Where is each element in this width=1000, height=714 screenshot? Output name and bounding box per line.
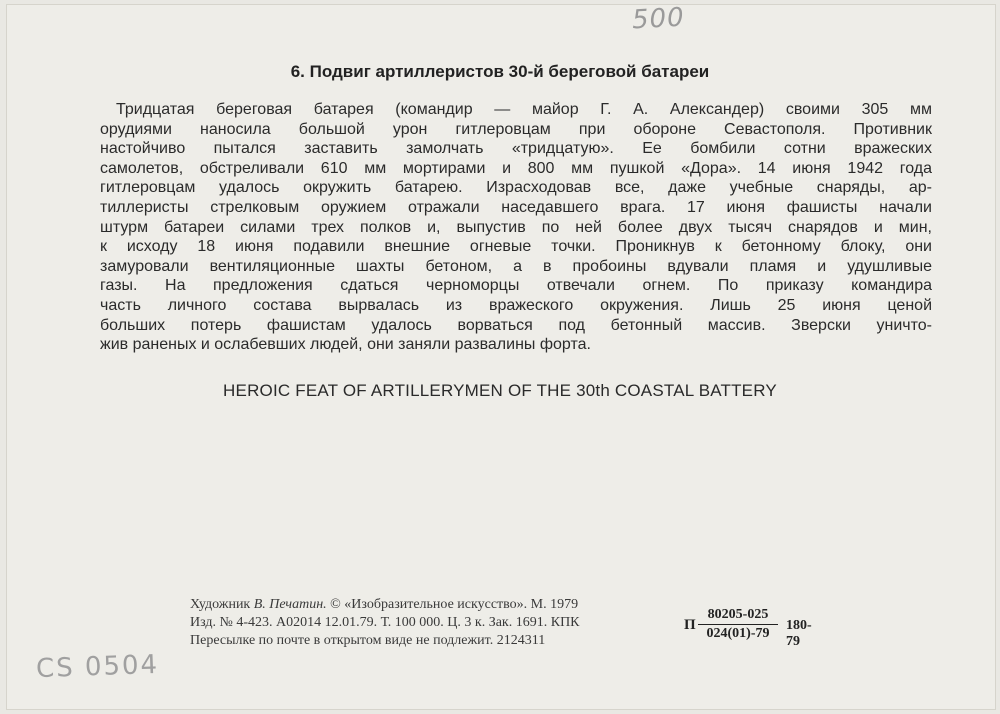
- body-line: орудиями наносила большой урон гитлеровцам при обороне Севастополя. Противник: [100, 120, 932, 138]
- pencil-catalog-mark: CS 0504: [35, 649, 160, 685]
- body-line: больших потерь фашистам удалось ворваться под бетонный массив. Зверски уничто-: [100, 316, 932, 334]
- body-line: к исходу 18 июня подавили внешние огневые точки. Проникнув к бетонному блоку, они: [100, 238, 932, 256]
- body-line: гитлеровцам удалось окружить батарею. Израсходовав все, даже учебные снаряды, ар-: [100, 179, 932, 197]
- body-line: газы. На предложения сдаться черноморцы отвечали огнем. По приказу командира: [100, 277, 932, 295]
- kpk-denominator: 024(01)-79: [706, 626, 770, 641]
- body-line: штурм батареи силами трех полков и, выпустив по ней более двух тысяч снарядов и мин,: [100, 218, 932, 236]
- english-title: HEROIC FEAT OF ARTILLERYMEN OF THE 30th COASTAL BATTERY: [223, 381, 777, 400]
- body-line: настойчиво пытался заставить замолчать «тридцатую». Ее бомбили сотни вражеских: [100, 140, 932, 158]
- body-line: замуровали вентиляционные шахты бетоном, а в пробоины вдували пламя и удушливые: [100, 257, 932, 275]
- artist-name: В. Печатин.: [253, 597, 327, 612]
- pencil-price-mark: 500: [631, 2, 686, 36]
- body-line: самолетов, обстреливали 610 мм мортирами и 800 мм пушкой «Дора». 14 июня 1942 года: [100, 159, 932, 177]
- body-line: Тридцатая береговая батарея (командир — майор Г. А. Александер) своими 305 мм: [116, 101, 932, 118]
- publisher: © «Изобразительное искусство». М. 1979: [330, 597, 579, 612]
- kpk-suffix: 180-79: [786, 618, 812, 649]
- body-text: [100, 100, 932, 355]
- body-line: часть личного состава вырвалась из вражеского окружения. Лишь 25 июня ценой: [100, 296, 932, 314]
- imprint-postal-note: Пересылке по почте в открытом виде не подлежит. 2124311: [190, 633, 546, 648]
- kpk-fraction: [698, 607, 778, 642]
- page-title: 6. Подвиг артиллеристов 30-й береговой батареи: [290, 62, 710, 81]
- imprint-details: Изд. № 4-423. А02014 12.01.79. Т. 100 000. Ц. 3 к. Зак. 1691. КПК: [190, 615, 580, 630]
- artist-prefix: Художник: [190, 597, 251, 612]
- kpk-letter: П: [684, 617, 696, 633]
- body-line: тиллеристы стрелковым оружием отражали наседавшего врага. 17 июня фашисты начали: [100, 198, 932, 216]
- body-line: жив раненых и ослабевших людей, они заняли развалины форта.: [100, 336, 591, 354]
- kpk-numerator: 80205-025: [698, 607, 778, 625]
